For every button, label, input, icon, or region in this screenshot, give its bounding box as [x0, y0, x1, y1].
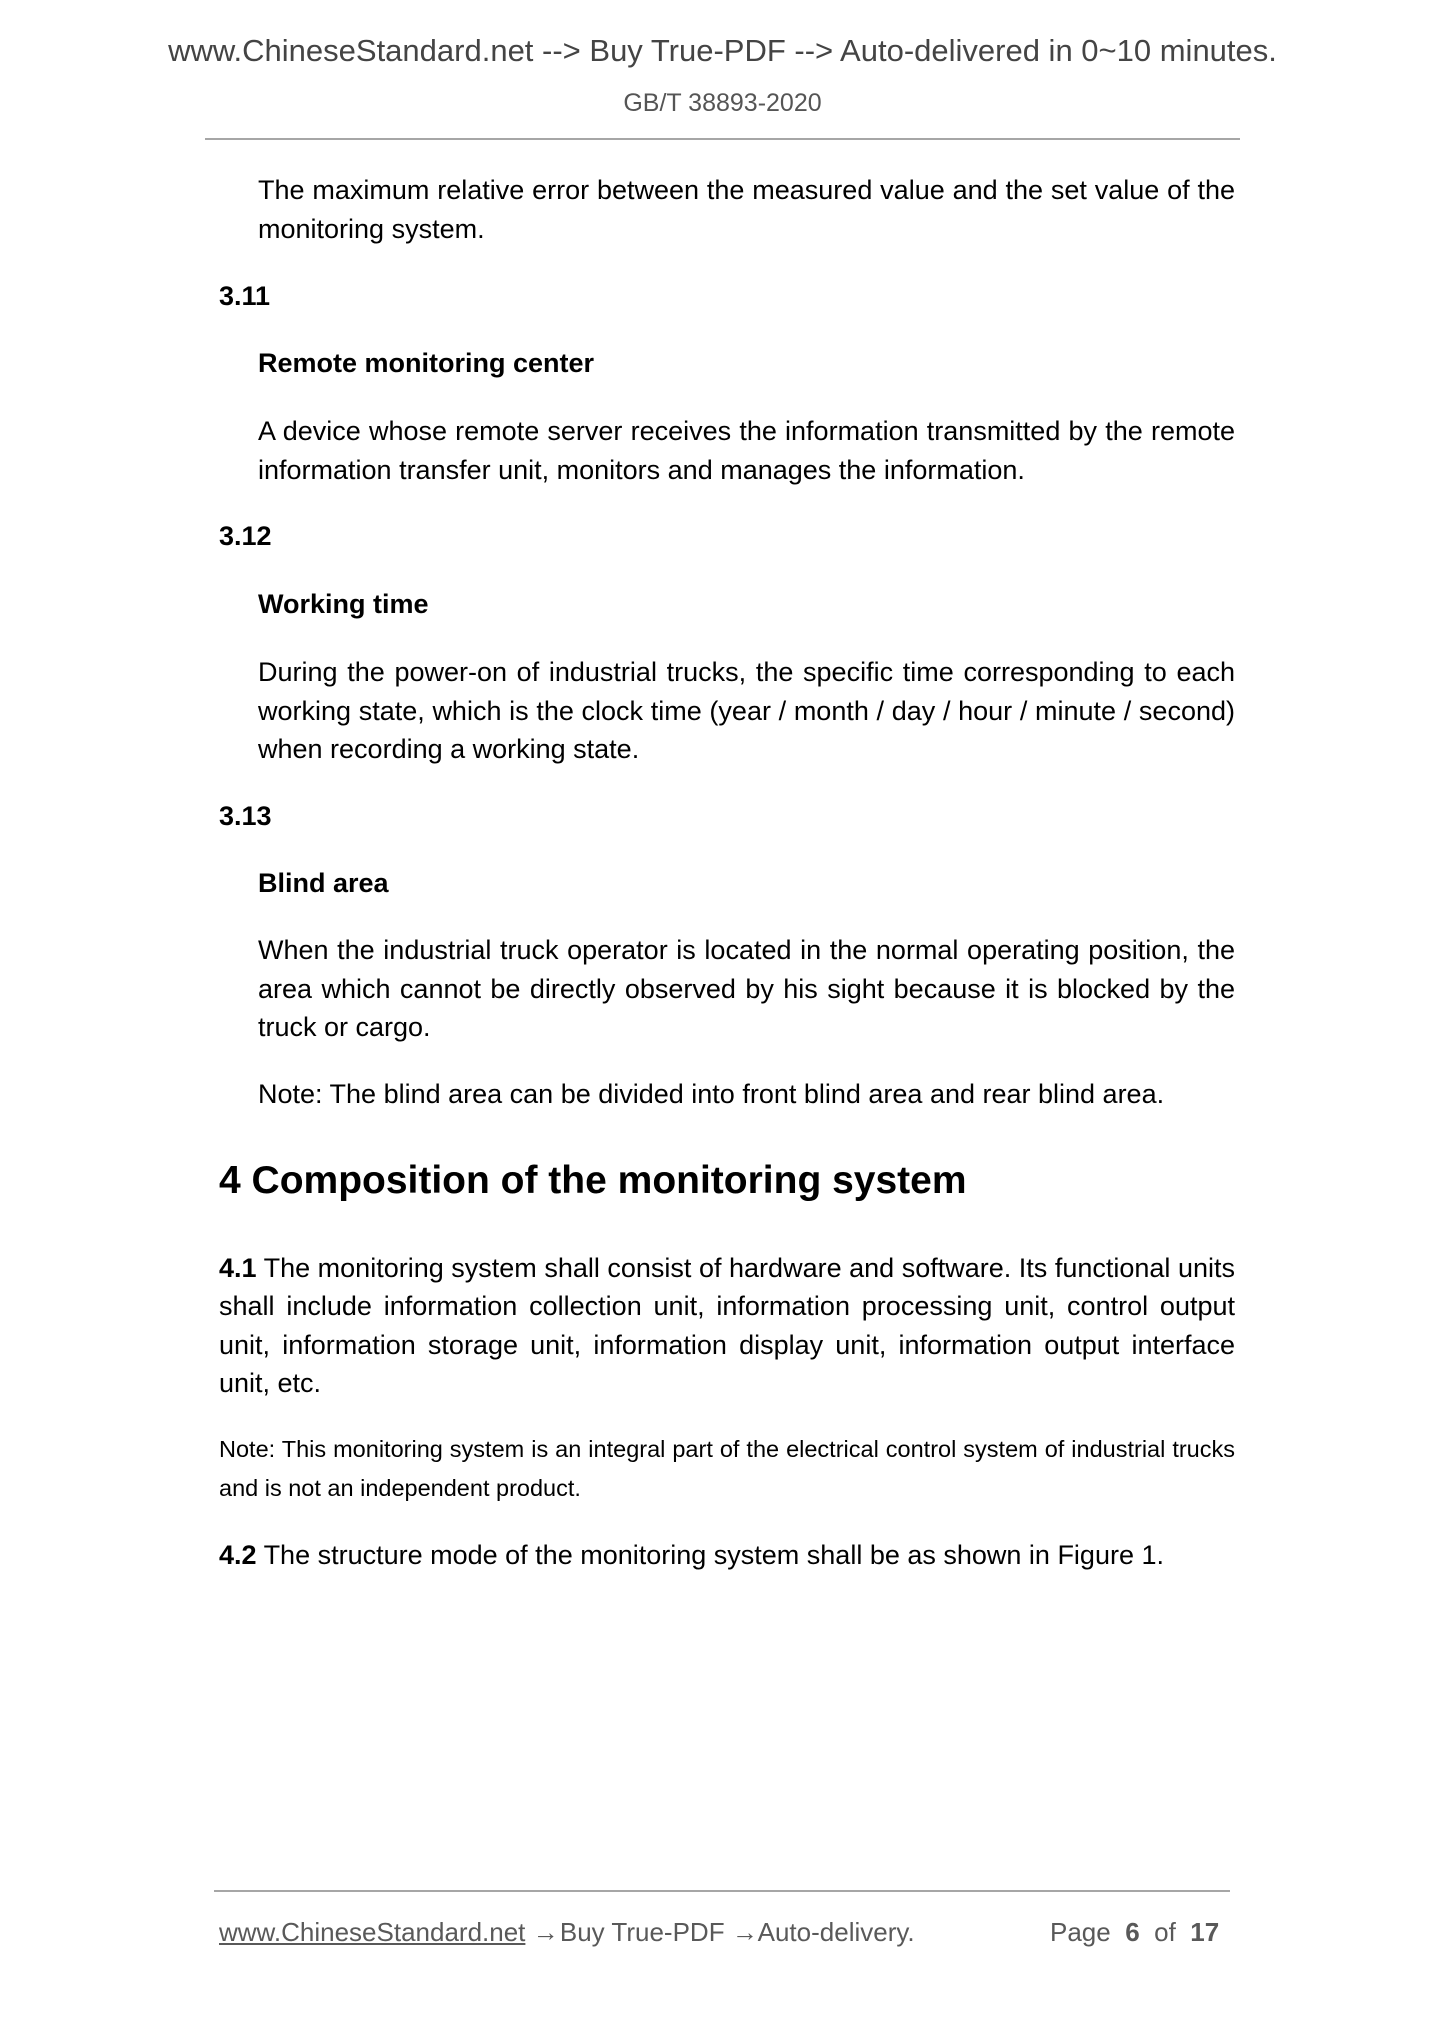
page-indicator	[1050, 1917, 1219, 1947]
footer-site-link[interactable]: www.ChineseStandard.net	[219, 1917, 526, 1947]
clause-4-2-text: The structure mode of the monitoring system shall be as shown in Figure 1.	[263, 1540, 1164, 1570]
header-rule	[205, 138, 1240, 140]
arrow-right-icon: →	[532, 1917, 559, 1947]
page-current: 6	[1125, 1917, 1140, 1947]
term-title-working-time: Working time	[258, 589, 429, 619]
page-total: 17	[1190, 1917, 1220, 1947]
standard-number: GB/T 38893-2020	[623, 89, 822, 117]
term-note-3-13: Note: The blind area can be divided into front blind area and rear blind area.	[258, 1079, 1165, 1109]
page-label: Page	[1050, 1917, 1111, 1947]
clause-4-2-number: 4.2	[219, 1540, 257, 1570]
clause-4-1	[219, 1249, 1235, 1402]
arrow-right-icon: →	[731, 1917, 758, 1947]
term-definition-3-12: During the power-on of industrial trucks, the specific time corresponding to each working state, which is the clock time (year / month / day / hour / minute / second) when recording a working state.	[258, 657, 1235, 764]
footer-buy-text: Buy True-PDF	[559, 1917, 725, 1947]
section-4-heading: 4 Composition of the monitoring system	[219, 1159, 967, 1202]
clause-4-2	[219, 1536, 1235, 1574]
footer-promo	[219, 1917, 915, 1947]
footer-rule	[214, 1890, 1230, 1892]
page-of: of	[1154, 1917, 1176, 1947]
term-definition-3-13: When the industrial truck operator is located in the normal operating position, the area which cannot be directly observed by his sight because it is blocked by the truck or cargo.	[258, 935, 1235, 1042]
clause-4-1-number: 4.1	[219, 1253, 257, 1283]
term-number-3-11: 3.11	[219, 281, 271, 311]
term-number-3-13: 3.13	[219, 801, 272, 831]
footer-delivery-text: Auto-delivery.	[757, 1917, 915, 1947]
section-4-note: Note: This monitoring system is an integral part of the electrical control system of industrial trucks and is not an independent product.	[219, 1436, 1235, 1501]
definition-3-10-text: The maximum relative error between the measured value and the set value of the monitoring system.	[258, 175, 1235, 244]
header-banner: www.ChineseStandard.net --> Buy True-PDF --> Auto-delivered in 0~10 minutes.	[168, 33, 1277, 68]
clause-4-1-text: The monitoring system shall consist of hardware and software. Its functional units shall include information collection unit, information processing unit, control output unit, information storage unit, information display unit, information output interface unit, etc.	[219, 1253, 1235, 1398]
term-definition-3-11: A device whose remote server receives the information transmitted by the remote information transfer unit, monitors and manages the information.	[258, 416, 1235, 485]
term-title-blind-area: Blind area	[258, 868, 389, 898]
term-number-3-12: 3.12	[219, 521, 272, 551]
term-title-remote-monitoring-center: Remote monitoring center	[258, 348, 595, 378]
